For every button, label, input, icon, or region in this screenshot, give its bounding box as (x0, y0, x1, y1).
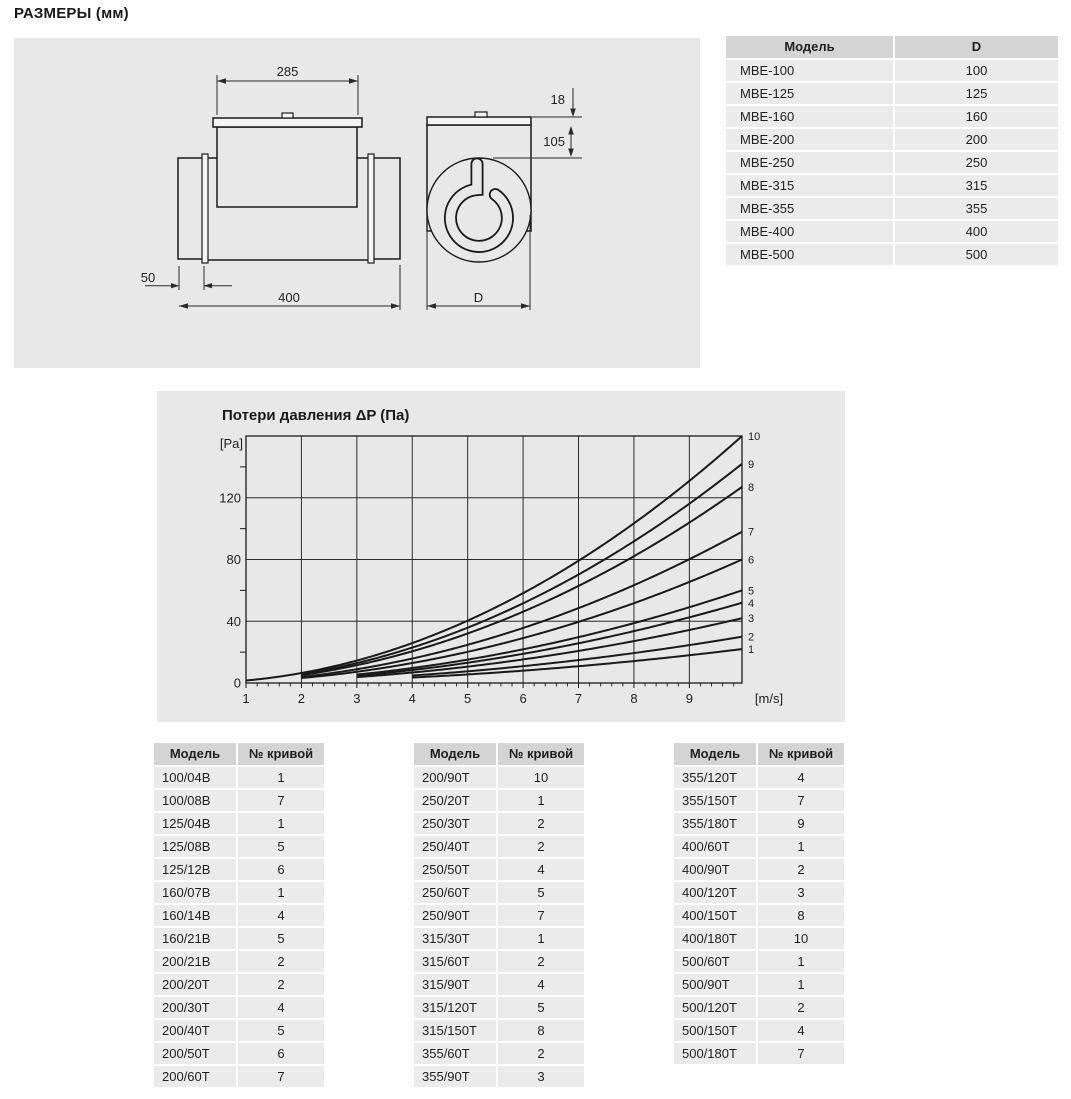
value-cell: 315 (895, 175, 1058, 196)
duct-heater-drawing (14, 38, 700, 368)
value-cell: 4 (238, 997, 324, 1018)
y-axis-unit-label: [Pa] (219, 436, 243, 451)
model-cell: 125/08B (154, 836, 236, 857)
table-row (726, 244, 1058, 265)
model-cell: 500/120T (674, 997, 756, 1018)
table-row (726, 152, 1058, 173)
dim-50-label: 50 (140, 270, 156, 285)
y-tick-label: 120 (219, 490, 241, 506)
curve-label-2: 2 (748, 631, 755, 644)
table-row (674, 836, 844, 857)
value-cell: 4 (758, 1020, 844, 1041)
x-tick-label: 6 (519, 691, 527, 706)
model-cell: 315/90T (414, 974, 496, 995)
curve-label-1: 1 (748, 644, 755, 657)
table-row (674, 905, 844, 926)
column-header-model: Модель (726, 36, 893, 58)
value-cell: 2 (758, 997, 844, 1018)
value-cell: 9 (758, 813, 844, 834)
table-header-row (414, 743, 584, 765)
model-cell: 400/120T (674, 882, 756, 903)
column-header-value: D (895, 36, 1058, 58)
value-cell: 1 (498, 928, 584, 949)
value-cell: 3 (498, 1066, 584, 1087)
table-row (674, 767, 844, 788)
table-row (414, 997, 584, 1018)
table-row (414, 790, 584, 811)
model-cell: 125/04B (154, 813, 236, 834)
table-row (414, 905, 584, 926)
table-row (154, 905, 324, 926)
model-cell: 355/120T (674, 767, 756, 788)
value-cell: 1 (238, 882, 324, 903)
x-tick-label: 1 (242, 691, 250, 706)
model-cell: 400/180T (674, 928, 756, 949)
model-cell: 250/50T (414, 859, 496, 880)
table-row (726, 221, 1058, 242)
model-cell: MBE-355 (726, 198, 893, 219)
table-row (414, 836, 584, 857)
model-cell: 315/150T (414, 1020, 496, 1041)
model-cell: 100/08B (154, 790, 236, 811)
model-cell: 160/14B (154, 905, 236, 926)
model-cell: MBE-315 (726, 175, 893, 196)
model-cell: 200/20T (154, 974, 236, 995)
value-cell: 2 (498, 1043, 584, 1064)
curve-4 (357, 603, 742, 676)
curve-9 (301, 464, 742, 674)
table-row (154, 767, 324, 788)
value-cell: 2 (238, 951, 324, 972)
value-cell: 250 (895, 152, 1058, 173)
column-header-model: Модель (414, 743, 496, 765)
front-cable-gland (475, 112, 487, 117)
x-tick-label: 3 (353, 691, 361, 706)
x-tick-label: 8 (630, 691, 638, 706)
dim-18-label: 18 (550, 92, 565, 107)
curve-label-7: 7 (748, 526, 755, 539)
table-row (414, 1020, 584, 1041)
column-header-value: № кривой (758, 743, 844, 765)
curve-table-3 (674, 743, 844, 1066)
model-cell: 500/150T (674, 1020, 756, 1041)
table-row (726, 129, 1058, 150)
value-cell: 2 (758, 859, 844, 880)
model-cell: 400/150T (674, 905, 756, 926)
value-cell: 10 (758, 928, 844, 949)
value-cell: 1 (758, 974, 844, 995)
table-row (154, 1066, 324, 1087)
value-cell: 4 (758, 767, 844, 788)
model-cell: 355/90T (414, 1066, 496, 1087)
table-row (154, 951, 324, 972)
curve-label-6: 6 (748, 554, 755, 567)
model-cell: 400/90T (674, 859, 756, 880)
value-cell: 5 (238, 1020, 324, 1041)
table-header-row (154, 743, 324, 765)
value-cell: 7 (238, 1066, 324, 1087)
value-cell: 1 (238, 813, 324, 834)
table-row (674, 951, 844, 972)
table-row (154, 1043, 324, 1064)
value-cell: 2 (498, 836, 584, 857)
column-header-value: № кривой (238, 743, 324, 765)
model-cell: MBE-160 (726, 106, 893, 127)
pressure-loss-chart (157, 391, 845, 722)
table-row (154, 1020, 324, 1041)
column-header-model: Модель (674, 743, 756, 765)
value-cell: 7 (498, 905, 584, 926)
table-row (414, 928, 584, 949)
table-row (154, 974, 324, 995)
side-terminal-box (217, 127, 357, 207)
curve-2 (412, 637, 742, 676)
model-cell: 355/60T (414, 1043, 496, 1064)
value-cell: 1 (498, 790, 584, 811)
model-cell: 250/60T (414, 882, 496, 903)
x-tick-label: 2 (297, 691, 306, 706)
table-row (414, 882, 584, 903)
dim-400-label: 400 (278, 290, 300, 305)
value-cell: 200 (895, 129, 1058, 150)
side-cable-gland (282, 113, 293, 118)
model-cell: MBE-200 (726, 129, 893, 150)
model-cell: 355/150T (674, 790, 756, 811)
front-lid (427, 117, 531, 125)
value-cell: 1 (758, 836, 844, 857)
value-cell: 7 (238, 790, 324, 811)
value-cell: 6 (238, 1043, 324, 1064)
table-row (674, 1043, 844, 1064)
value-cell: 8 (498, 1020, 584, 1041)
side-lid (213, 118, 362, 127)
model-cell: 250/20T (414, 790, 496, 811)
table-row (726, 198, 1058, 219)
value-cell: 7 (758, 1043, 844, 1064)
x-tick-label: 7 (574, 691, 583, 706)
model-cell: 125/12B (154, 859, 236, 880)
value-cell: 5 (238, 928, 324, 949)
value-cell: 355 (895, 198, 1058, 219)
table-row (726, 106, 1058, 127)
table-header-row (726, 36, 1058, 58)
table-row (674, 928, 844, 949)
value-cell: 1 (758, 951, 844, 972)
table-row (674, 974, 844, 995)
value-cell: 10 (498, 767, 584, 788)
table-row (674, 859, 844, 880)
y-tick-label: 80 (226, 552, 241, 567)
column-header-model: Модель (154, 743, 236, 765)
column-header-value: № кривой (498, 743, 584, 765)
x-tick-label: 9 (685, 691, 693, 706)
table-row (414, 1043, 584, 1064)
value-cell: 7 (758, 790, 844, 811)
table-row (414, 951, 584, 972)
model-cell: MBE-125 (726, 83, 893, 104)
dim-105-label: 105 (543, 134, 565, 149)
pressure-loss-chart-panel (157, 391, 845, 722)
model-cell: 250/30T (414, 813, 496, 834)
value-cell: 8 (758, 905, 844, 926)
value-cell: 2 (498, 813, 584, 834)
table-row (414, 859, 584, 880)
curve-label-4: 4 (748, 597, 755, 610)
curve-label-8: 8 (748, 481, 755, 494)
model-cell: 160/07B (154, 882, 236, 903)
table-row (154, 928, 324, 949)
model-cell: MBE-250 (726, 152, 893, 173)
curve-label-5: 5 (748, 585, 755, 598)
model-cell: 315/30T (414, 928, 496, 949)
curve-table-2 (414, 743, 584, 1089)
value-cell: 500 (895, 244, 1058, 265)
value-cell: 400 (895, 221, 1058, 242)
model-cell: 315/60T (414, 951, 496, 972)
model-cell: MBE-500 (726, 244, 893, 265)
side-right-flange (368, 154, 374, 263)
value-cell: 4 (498, 974, 584, 995)
table-row (154, 836, 324, 857)
curve-table-1 (154, 743, 324, 1089)
model-diameter-table (726, 36, 1058, 267)
value-cell: 100 (895, 60, 1058, 81)
side-left-flange (202, 154, 208, 263)
table-row (414, 1066, 584, 1087)
y-tick-label: 0 (233, 675, 241, 691)
value-cell: 2 (498, 951, 584, 972)
x-tick-label: 5 (464, 691, 472, 706)
table-row (414, 813, 584, 834)
side-left-spigot (178, 158, 203, 259)
model-cell: 500/90T (674, 974, 756, 995)
model-cell: 160/21B (154, 928, 236, 949)
table-row (726, 60, 1058, 81)
model-cell: 400/60T (674, 836, 756, 857)
model-cell: 500/60T (674, 951, 756, 972)
table-row (414, 974, 584, 995)
value-cell: 125 (895, 83, 1058, 104)
table-row (674, 1020, 844, 1041)
curve-10 (246, 436, 742, 680)
value-cell: 1 (238, 767, 324, 788)
dim-285-label: 285 (276, 64, 299, 79)
x-axis-unit-label: [m/s] (754, 691, 784, 706)
table-row (154, 790, 324, 811)
curve-label-9: 9 (748, 458, 755, 471)
model-cell: 200/21B (154, 951, 236, 972)
table-row (726, 175, 1058, 196)
table-row (154, 997, 324, 1018)
value-cell: 3 (758, 882, 844, 903)
model-cell: 250/90T (414, 905, 496, 926)
value-cell: 160 (895, 106, 1058, 127)
model-cell: 200/60T (154, 1066, 236, 1087)
table-row (726, 83, 1058, 104)
table-row (154, 859, 324, 880)
dim-D-label: D (473, 290, 484, 305)
table-row (674, 790, 844, 811)
model-cell: MBE-400 (726, 221, 893, 242)
table-row (674, 813, 844, 834)
curve-label-10: 10 (748, 431, 761, 444)
dimensions-drawing-panel (14, 38, 700, 368)
side-right-spigot (373, 158, 400, 259)
curve-label-3: 3 (748, 613, 755, 626)
value-cell: 4 (498, 859, 584, 880)
model-cell: 200/50T (154, 1043, 236, 1064)
value-cell: 5 (498, 882, 584, 903)
model-cell: 250/40T (414, 836, 496, 857)
table-row (674, 882, 844, 903)
model-cell: 355/180T (674, 813, 756, 834)
model-cell: 315/120T (414, 997, 496, 1018)
table-header-row (674, 743, 844, 765)
value-cell: 2 (238, 974, 324, 995)
table-row (414, 767, 584, 788)
table-row (154, 813, 324, 834)
model-cell: MBE-100 (726, 60, 893, 81)
value-cell: 4 (238, 905, 324, 926)
value-cell: 5 (498, 997, 584, 1018)
model-cell: 200/40T (154, 1020, 236, 1041)
model-cell: 200/30T (154, 997, 236, 1018)
model-cell: 200/90T (414, 767, 496, 788)
model-cell: 100/04B (154, 767, 236, 788)
model-cell: 500/180T (674, 1043, 756, 1064)
value-cell: 5 (238, 836, 324, 857)
y-tick-label: 40 (226, 613, 241, 629)
page-title: РАЗМЕРЫ (мм) (14, 5, 129, 22)
chart-title: Потери давления ΔP (Па) (222, 407, 410, 424)
x-tick-label: 4 (408, 691, 416, 706)
table-row (154, 882, 324, 903)
table-row (674, 997, 844, 1018)
value-cell: 6 (238, 859, 324, 880)
